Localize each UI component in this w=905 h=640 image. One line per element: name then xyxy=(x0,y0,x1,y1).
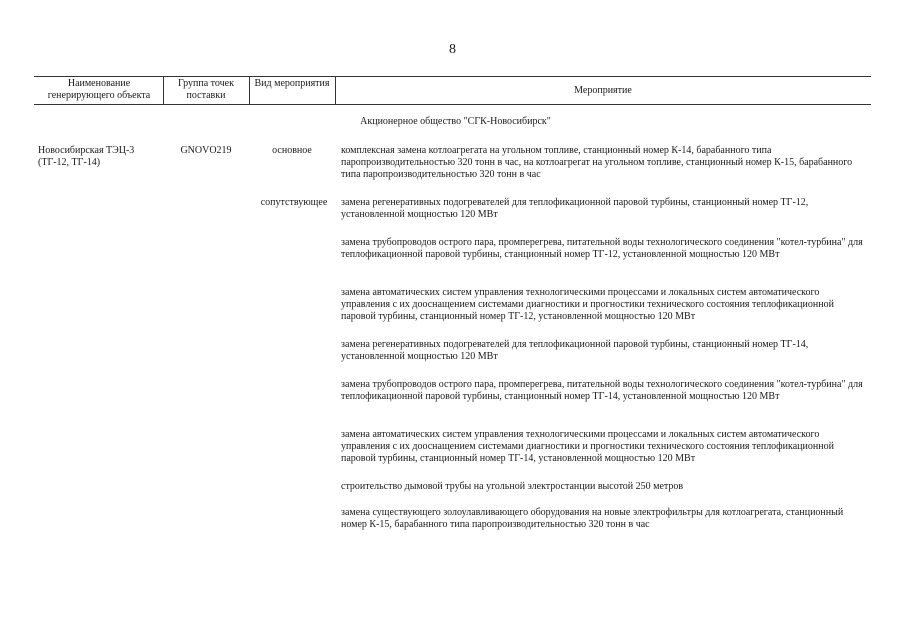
measure-item: замена существующего золоулавливающего оборудования на новые электрофильтры для котлоагрегата, станционный номер К-15, барабанного типа паропроизводительностью 320 тонн в час xyxy=(341,507,844,530)
header-kind: Вид мероприятия xyxy=(254,78,330,89)
measure-item: комплексная замена котлоагрегата на угольном топливе, станционный номер К-14, барабанного типа паропроизводительностью 320 тонн в час, на котлоагрегат на угольном топливе, станционный номер К-15, барабанного типа паропроизводительностью 320 тонн в час xyxy=(341,145,853,180)
measure-item: замена регенеративных подогревателей для теплофикационной паровой турбины, станционный номер ТГ-14, установленной мощностью 120 МВт xyxy=(341,339,809,362)
measure-item: замена трубопроводов острого пара, промперегрева, питательной воды технологического соединения "котел-турбина" для теплофикационной паровой турбины, станционный номер ТГ-14, установленной мощностью 120 МВт xyxy=(341,379,863,402)
object-name: Новосибирская ТЭЦ-3 (ТГ-12, ТГ-14) xyxy=(38,145,135,168)
measure-item: замена автоматических систем управления технологическими процессами и локальных систем автоматического управления с их дооснащением системами диагностики и прогностики технического состояния теплофикационной паровой турбины, станционный номер ТГ-14, установленной мощностью 120 МВт xyxy=(341,429,834,464)
header-top-rule xyxy=(34,76,871,77)
group-code: GNOVO219 xyxy=(180,145,232,156)
measure-item: замена трубопроводов острого пара, промперегрева, питательной воды технологического соединения "котел-турбина" для теплофикационной паровой турбины, станционный номер ТГ-12, установленной мощностью 120 МВт xyxy=(341,237,863,260)
kind-main: основное xyxy=(272,145,312,156)
measure-item: замена автоматических систем управления технологическими процессами и локальных систем автоматического управления с их дооснащением системами диагностики и прогностики технического состояния теплофикационной паровой турбины, станционный номер ТГ-12, установленной мощностью 120 МВт xyxy=(341,287,834,322)
header-object: Наименование генерирующего объекта xyxy=(47,78,151,101)
measure-item: строительство дымовой трубы на угольной электростанции высотой 250 метров xyxy=(341,481,684,492)
page-number: 8 xyxy=(449,42,456,57)
column-divider xyxy=(249,76,250,104)
organization-title: Акционерное общество "СГК-Новосибирск" xyxy=(360,116,551,127)
measure-item: замена регенеративных подогревателей для теплофикационной паровой турбины, станционный номер ТГ-12, установленной мощностью 120 МВт xyxy=(341,197,809,220)
header-measure: Мероприятие xyxy=(574,85,632,96)
column-divider xyxy=(335,76,336,104)
header-group: Группа точек поставки xyxy=(178,78,234,101)
kind-related: сопутствующее xyxy=(260,197,328,208)
header-bottom-rule xyxy=(34,104,871,105)
column-divider xyxy=(163,76,164,104)
